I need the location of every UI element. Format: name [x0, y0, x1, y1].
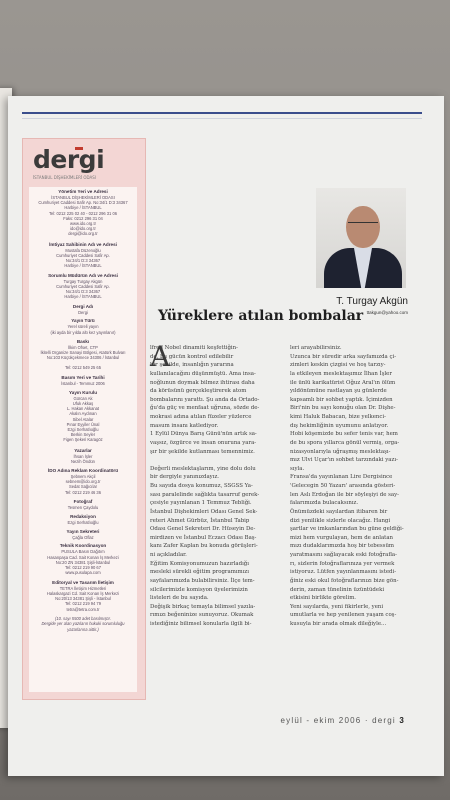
masthead-line: Şebnem Akçil [70, 474, 96, 479]
article-line: şartlar ve imkanlarından bu güne geldiği- [290, 526, 404, 533]
article-line: sıyla. [290, 465, 305, 472]
masthead-block [33, 339, 133, 371]
masthead-line: Harbiye / İSTANBUL [64, 205, 102, 211]
masthead-line: Figen Şekeri Karagöz [63, 437, 103, 443]
article-line: ile ünlü karikatürist Oğuz Aral'ın ölüm [290, 379, 396, 386]
article-line: ğiniz eski okul fotoğraflarınızı bize gön- [290, 577, 399, 584]
masthead-block [33, 529, 133, 540]
masthead-heading: Editoryal ve Tasarım İletişim [52, 579, 114, 585]
header-rule-thin [22, 118, 422, 119]
article-line: leri arayabilirsiniz. [290, 345, 342, 351]
article-line: mızı dudaklarımızda hoş bir tebessüm [290, 543, 395, 550]
article-headline: Yüreklere atılan bombalar [158, 308, 364, 324]
masthead-block [33, 242, 133, 269]
header-rule [22, 112, 422, 114]
masthead-line: Gürcan Ak [73, 395, 93, 401]
article-line: kullanılacağını düşünmüştü. Ama insa- [150, 370, 256, 377]
article-line: Yeni sayılarda, yeni fikirlerle, yeni [290, 603, 384, 610]
footer-issue: eylül - ekim 2006 · dergi [280, 716, 396, 725]
article-line: len Aslı Erdoğan ile bir söyleşiyi de say- [290, 491, 399, 498]
article-line: istiyoruz. Lütfen yayınlanmasını istedi- [290, 569, 397, 576]
article-line: Uzunca bir süredir arka sayfamızda çi- [290, 353, 397, 360]
article-line: Önümüzdeki sayılardan itibaren bir [290, 508, 388, 515]
masthead-line: İhsan İşler [73, 453, 93, 459]
article-line: listeleri de bu sayıda. [150, 595, 209, 602]
masthead-line: Sibel Atalar [72, 416, 94, 422]
masthead-line: Harbiye / İSTANBUL [64, 263, 102, 269]
article-line: derin, zaman tünelinin üzüntüdeki [290, 586, 385, 593]
article-line: de, bu gücün kontrol edilebilir [150, 353, 234, 360]
masthead-line: İSTANBUL DİŞHEKİMLERİ ODASI [51, 195, 115, 200]
article-line: ğu'da güç ve menfaat uğruna, sözde de- [150, 405, 260, 412]
article-line: vaşsız, özgürce ve insan onuruna yara- [150, 439, 257, 446]
masthead-line: No:20/13 34381 Şişli - İstanbul [55, 596, 111, 602]
article-line: mız Ulvi Uçar'ın sohbet tarzındaki yazı- [290, 457, 398, 464]
masthead-line: (iki ayda bir yılda altı kez yayınlanır) [50, 329, 116, 335]
article-line: umutlarla ve hep yenilenen yaşam coş- [290, 612, 397, 619]
masthead-heading: Fotoğraf [73, 499, 93, 504]
article-line: bir şekilde, insanlığın yararına [150, 362, 234, 369]
masthead-line: İkitelli Organize Sanayi Bölgesi, Atatürk Bulvarı [40, 349, 126, 355]
masthead-line: tetra@tetra.com.tr [66, 606, 100, 612]
masthead-block [33, 304, 133, 315]
article-line: da körüsünü gerçekleştirerek atom [150, 388, 247, 395]
masthead-line: Çağla Oflaz [72, 534, 94, 540]
article-column-1 [150, 340, 280, 629]
masthead-line: dergi@ido.org.tr [68, 231, 98, 237]
masthead-block [33, 318, 133, 334]
article-line: Biri'nin bu sayı konuğu olan Dr. Dişhe- [290, 405, 396, 412]
masthead-heading: Dergi Adı [72, 303, 94, 309]
article-line: silcilerimizle komisyon üyelerimizin [150, 586, 248, 593]
masthead-line: Tel: 0212 219 94 79 [65, 601, 101, 607]
article-line: mirdizen ve İstanbul Eczacı Odası Baş- [150, 534, 257, 541]
article-line: falarımızda bulacaksınız. [290, 500, 359, 507]
masthead-line: Cumhuriyet Caddesi Safir Ap. No:34/1 D:3 34367 [38, 200, 128, 206]
article-line: istediğiniz bilimsel konularla ilgili bi- [150, 621, 252, 627]
article-line: kapsamlı bir sohbet yaptık. İçimizden [290, 396, 393, 403]
masthead-line: No:34/1 D:3 34367 [65, 258, 101, 263]
article-line: noğlunun doymak bilmez ihtirası daha [150, 379, 255, 386]
article-line: Bu sayıda dosya konumuz, SSGSS Ya- [150, 483, 253, 489]
masthead-line: Yerel süreli yayın [67, 324, 99, 330]
masthead-line: Sedat Sağıcılar [69, 484, 97, 490]
article-line: masum insanı katlediyor. [150, 422, 219, 429]
author-name: T. Turgay Akgün [336, 296, 408, 307]
article-column-2 [290, 344, 420, 629]
article-line: rımızı beğeninize sunuyoruz. Okumak [150, 612, 254, 619]
article-line: 1 Eylül Dünya Barış Günü'nün artık sa- [150, 431, 257, 438]
article-line: kusuyla bir arada olmak dileğiyle... [290, 621, 387, 627]
article-line: reteri Ahmet Gürbüz, İstanbul Tabip [150, 517, 250, 524]
masthead-line: Nezih Öndün [71, 459, 95, 464]
masthead-line: Ufuk Akkaş [72, 401, 94, 406]
article-line: 'Gelecegin 50 Yazarı' arasında gösteri- [290, 483, 396, 489]
article-line: kimi Haluk Babacan, bize yelkenci- [290, 414, 386, 420]
masthead-line: Dergi [78, 309, 88, 315]
masthead-line: Ezgi Serhatlıoğlu [67, 519, 99, 525]
article-line: şır bir şekilde kutlanması temennimiz. [150, 448, 255, 455]
drop-cap: A [150, 340, 171, 373]
masthead-line: Harbiye / İSTANBUL [64, 294, 102, 300]
page-footer [245, 716, 405, 725]
masthead-heading: Teknik Koordinasyon [59, 543, 107, 549]
masthead-heading: Baskı [76, 338, 90, 344]
masthead-line: Hasanpaşa Cad. Sait Konan İş Merkezi [47, 554, 119, 560]
masthead-block [33, 189, 133, 237]
article-line: la etkileyen meslektaşımız İlhan İşler [290, 370, 392, 377]
masthead-heading: Yönetim Yeri ve Adresi [58, 189, 108, 194]
author-glasses [348, 222, 378, 228]
article-line: dizi yenilikle sizlerle olacağız. Hangi [290, 517, 391, 524]
masthead-line: PUSULA Basın Dağıtım [61, 549, 105, 555]
masthead-block [33, 580, 133, 612]
masthead-line: Tesmen Çaydolu [67, 505, 99, 510]
masthead-line: Tel: 0212 225 02 40 - 0212 296 31 06 [48, 210, 118, 216]
masthead-heading: İmtiyaz Sahibinin Adı ve Adresi [49, 241, 117, 247]
article-line: mesleki sürekli eğitim programımızı [150, 569, 249, 576]
masthead-line: sebnem@ido.org.tr [65, 479, 101, 485]
article-line: sası paralelinde sağlıkta tasarruf gerek- [150, 491, 260, 498]
masthead-line: Berkin Seyler [70, 432, 96, 438]
masthead-heading: Yayın Sekreteri [66, 528, 100, 534]
article-line: rı, sizlerin fotoğraflarınıza yer vermek [290, 560, 395, 567]
masthead-heading: İDO Adına Reklam Koordinatörü [47, 468, 119, 473]
article-line: Hobi köşemizde bu sefer tenis var, hem [290, 431, 398, 438]
masthead-block [33, 499, 133, 510]
masthead-block [33, 375, 133, 386]
masthead-line: ido@ido.org.tr [70, 226, 96, 232]
masthead-block [33, 468, 133, 495]
masthead-line: Faks: 0212 296 31 04 [63, 215, 103, 221]
masthead-line: No:20 ZN 34381 Şişli-İstanbul [55, 559, 111, 565]
author-email: ttakgun@yahoo.com [366, 310, 408, 315]
article-line: de bu spora yıllarca gönül vermiş, orga- [290, 439, 400, 446]
masthead-line: Tel: 0212 219 46 36 [65, 489, 101, 495]
article-line: etkisini birlikte görelim. [290, 595, 357, 602]
masthead-line: İstanbul - Temmuz 2006 [61, 381, 105, 386]
article-line: Fransa'da yayınlanan Lire Dergisince [290, 474, 393, 481]
masthead-line: Mustafa Düzenoğlu [65, 247, 101, 253]
article-line: lfred Nobel dinamiti keşfettiğin- [150, 345, 238, 351]
logo-tagline: İSTANBUL DİŞHEKİMLERİ ODASI [33, 175, 96, 180]
masthead-line: Cumhuriyet Caddesi Safir Ap. [56, 252, 110, 258]
article-line: nizasyonlarıyla uğraşmış meslektaşı- [290, 448, 391, 455]
masthead-heading: Yazarlar [74, 447, 92, 453]
article-line: dış hekimliğinin uyumunu anlatıyor. [290, 422, 389, 429]
masthead-line: Pınar Eyyiler Ünal [66, 421, 100, 427]
author-photo [316, 188, 406, 288]
dergi-logo: dergi [33, 145, 105, 174]
masthead-line: No:34/1 D:3 34367 [65, 289, 101, 294]
masthead-line: TETRA İletişim Hizmetleri [59, 585, 107, 591]
article-line: İstanbul Dişhekimleri Odası Genel Sek- [150, 508, 258, 515]
masthead-line: Akalın Aydınan [69, 411, 97, 417]
masthead-line: yazarlarına aittir.) [67, 626, 99, 632]
masthead-heading: Yayın Kurulu [68, 389, 98, 395]
masthead-line: Ezgi Serhatlıoğlu [67, 427, 99, 433]
article-line: mizi hem vurgulayan, hem de anlatan [290, 534, 394, 541]
masthead-line: Cumhuriyet Caddesi Safir Ap. [56, 283, 110, 289]
article-line: Değerli meslektaşlarım, yine dolu dolu [150, 465, 256, 472]
masthead-line: No:103 Küçükçekmece 34306 / İstanbul [46, 355, 120, 360]
masthead-line: Dergide yer alan yazıların hukuki sorumluluğu [41, 621, 125, 627]
page-number: 3 [399, 716, 405, 725]
masthead-line: Tel: 0212 549 25 65 [65, 365, 101, 371]
article-line: kanı Zafer Kaplan bu konuda görüşleri- [150, 543, 258, 550]
masthead-line: www.pusulapa.com [65, 570, 101, 576]
article-line: zimleri keskin çizgisi ve hoş tarzıy- [290, 362, 386, 369]
article-line: sayfalarımızda bulabilirsiniz. İlçe tem- [150, 577, 255, 584]
masthead-line: Turgay Turgay Akgün [63, 278, 103, 284]
masthead-heading: Redaksiyon [70, 513, 96, 519]
article-line: Odası Genel Sekreteri Dr. Hüseyin De- [150, 526, 256, 533]
article-line: mokrasi adına atılan füzeler yüzlerce [150, 414, 252, 420]
masthead-heading: Yayın Türü [71, 318, 95, 324]
article-line: bombalarını yarattı. Şu anda da Ortado- [150, 396, 260, 403]
article-line [150, 456, 280, 465]
masthead-sidebar [22, 138, 146, 700]
masthead-line: (10. sayı 5500 adet basılmıştır. [54, 616, 112, 622]
article-line: Eğitim Komisyonumuzun hazırladığı [150, 560, 249, 567]
masthead-heading: Basım Yeri ve Tarihi [61, 375, 105, 380]
masthead-block [33, 543, 133, 575]
masthead-line: İlkim Ofset, CTP [68, 344, 98, 350]
masthead-block [33, 448, 133, 464]
masthead-block [33, 390, 133, 443]
masthead-block [33, 616, 133, 632]
article-line: ni açıkladılar. [150, 552, 187, 558]
masthead-content [29, 187, 137, 692]
article-line: bir dergiyle yanınızdayız. [150, 474, 220, 481]
article-line: yıldönümüne rastlayan şu günlerde [290, 388, 387, 395]
masthead-block [33, 514, 133, 525]
masthead-block [33, 273, 133, 300]
masthead-heading: Sorumlu Müdürün Adı ve Adresi [48, 272, 118, 278]
masthead-line: L. Hakan Akkanat [66, 406, 100, 412]
article-line: Değişik birkaç temayla bilimsel yazıla- [150, 603, 256, 610]
masthead-line: www.ido.org.tr [70, 221, 96, 227]
article-line: yaratmasını sağlayacak eski fotoğrafla- [290, 552, 397, 558]
article-line: çesiyle yayınlanan 1 Temmuz Tebliği. [150, 500, 252, 507]
masthead-line: Tel: 0212 219 90 67 [65, 565, 101, 570]
masthead-line: Halaskargazi Cd. Sait Konan İş Merkezi [46, 591, 120, 596]
